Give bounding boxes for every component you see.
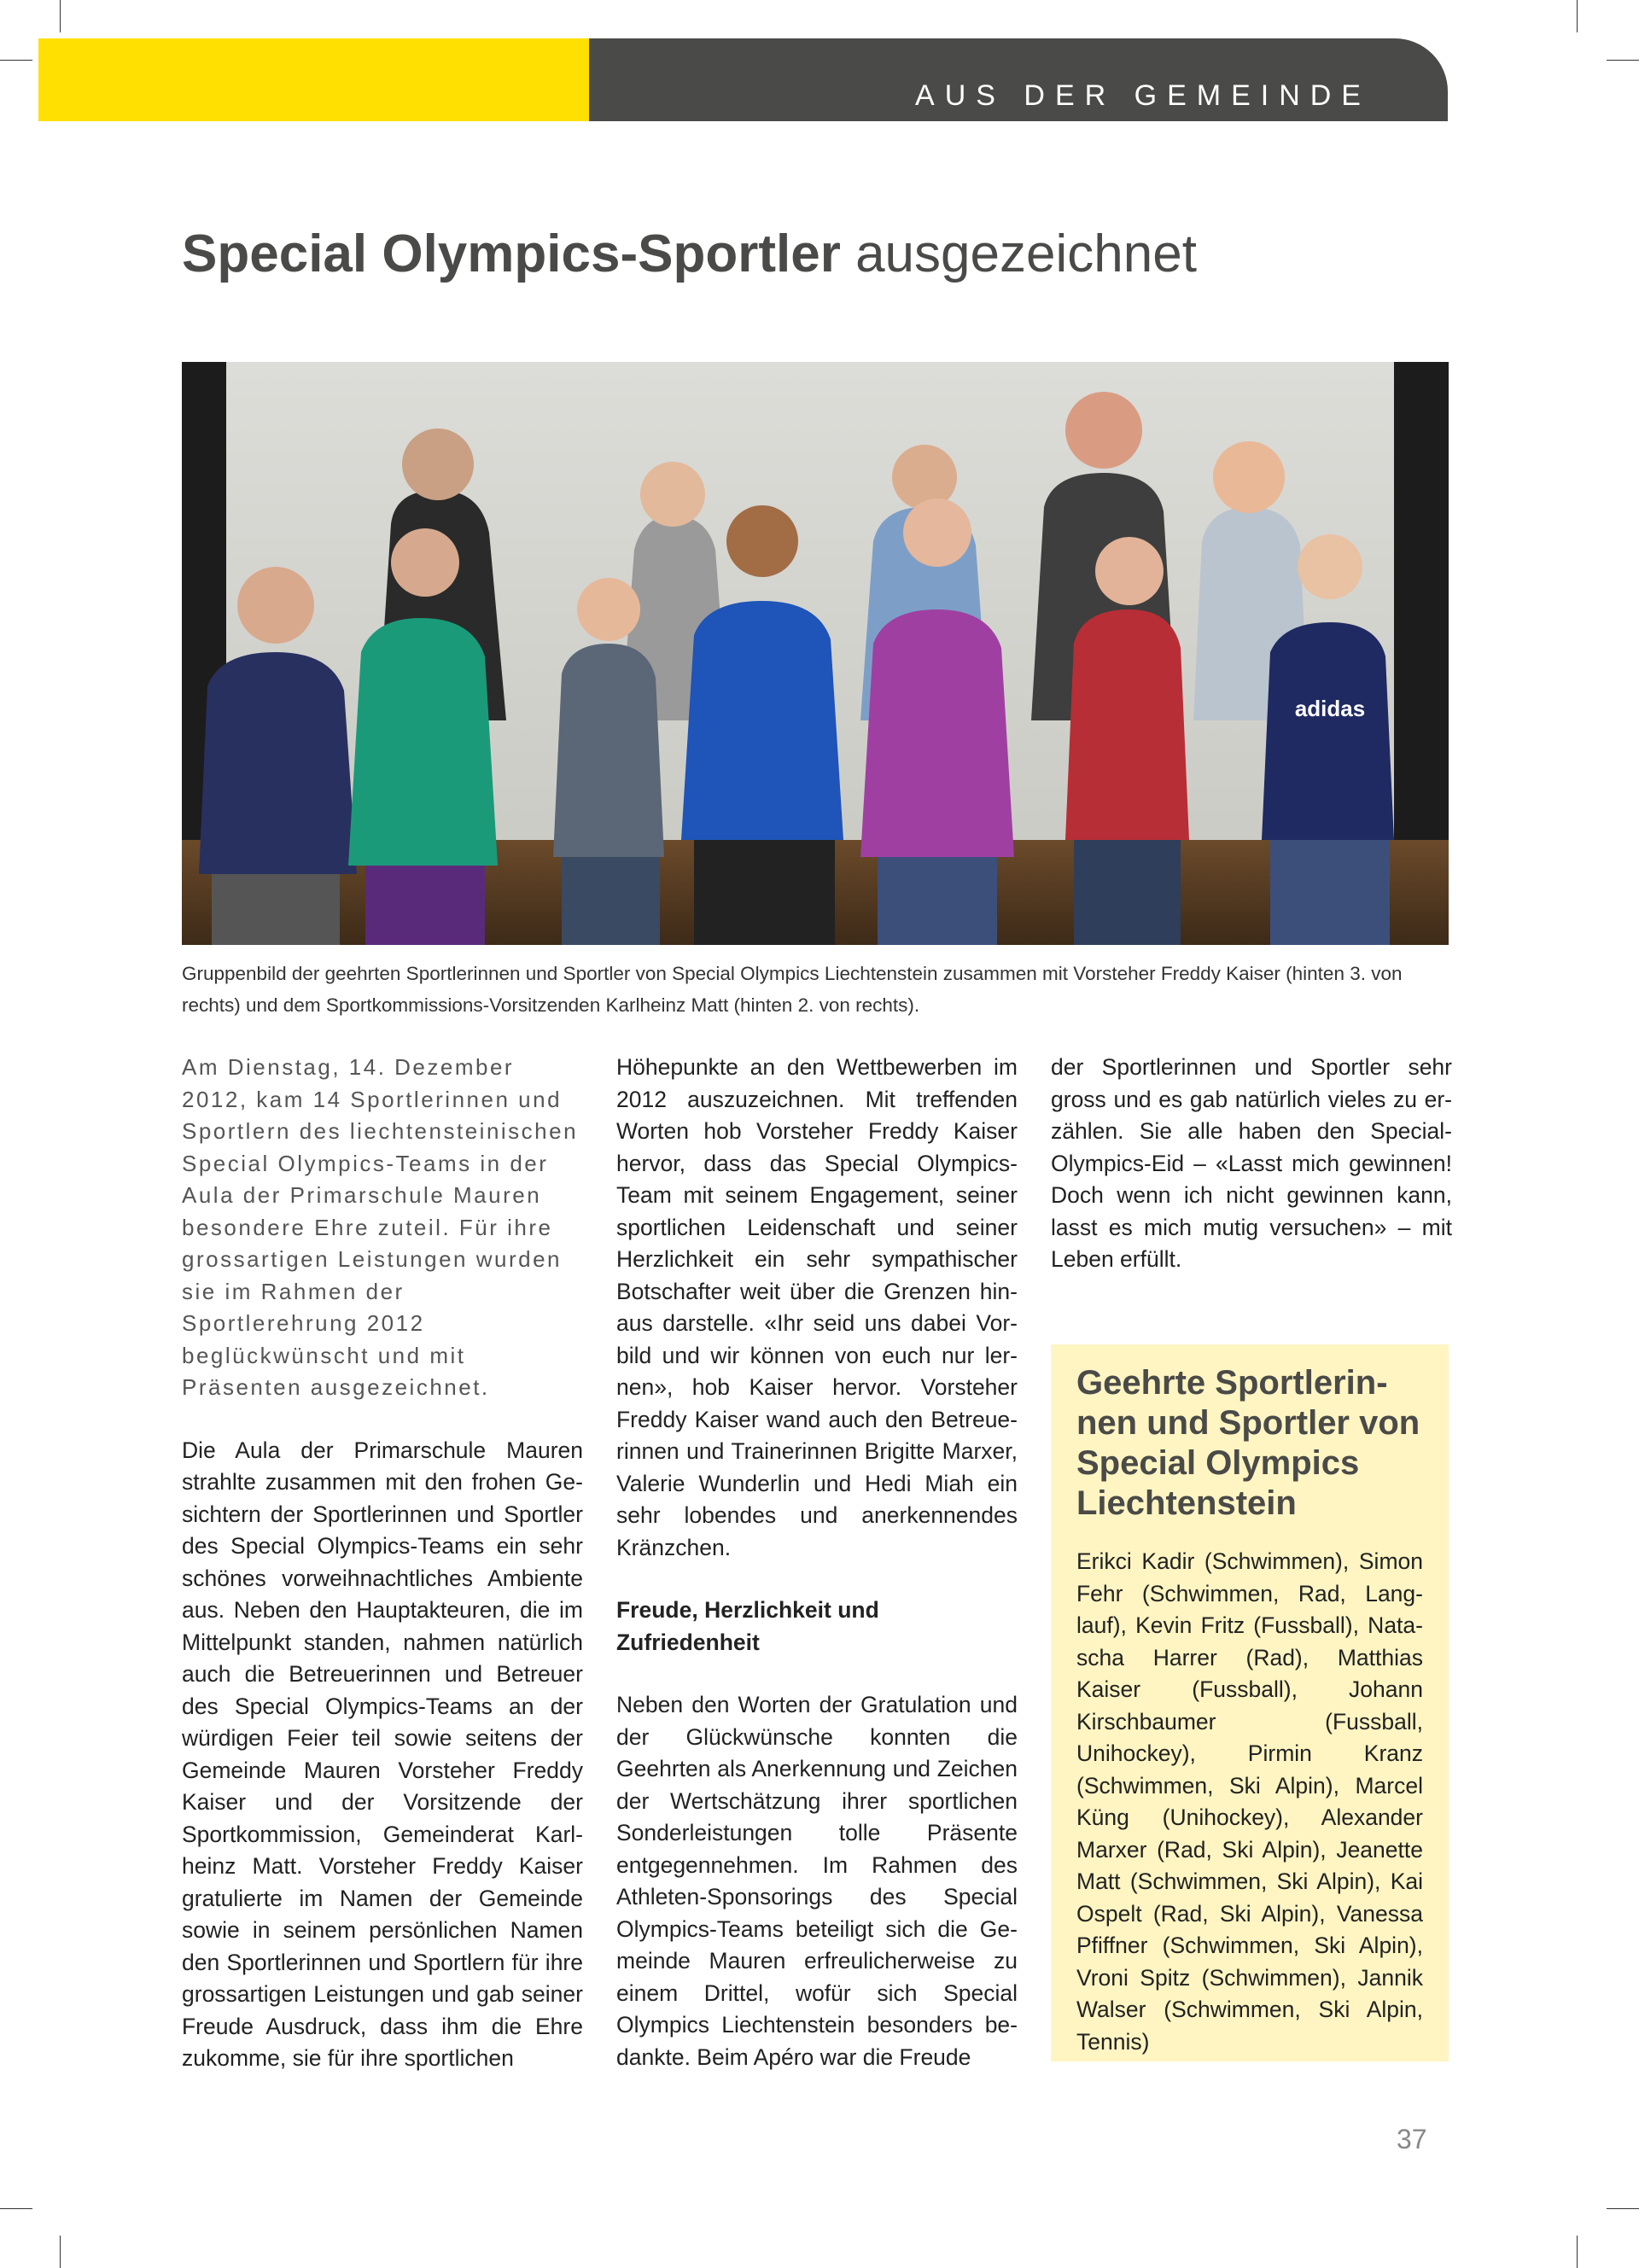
header-accent-bar <box>38 38 589 121</box>
crop-mark <box>60 2236 61 2268</box>
honorees-list: Erikci Kadir (Schwimmen), Simon Fehr (Schwimmen, Rad, Langlauf), Kevin Fritz (Fussball), Natascha Harrer (Rad), Matthias Kaiser (Fussball), Johann Kirschbaumer (Fussball, Unihockey), Pirmin Kranz (Schwimmen, Ski Alpin), Marcel Küng (Unihockey), Alexander Marxer (Rad, Ski Alpin), Jeanette Matt (Schwimmen, Ski Alpin), Kai Ospelt (Rad, Ski Alpin), Vanessa Pfiffner (Schwimmen, Ski Alpin), Vroni Spitz (Schwimmen), Jannik Walser (Schwimmen, Ski Alpin, Tennis) <box>1076 1548 1423 2055</box>
section-subheading: Freude, Herzlichkeit und Zufriedenheit <box>616 1597 879 1655</box>
page-number: 37 <box>1397 2124 1427 2154</box>
article-title-light: ausgezeichnet <box>855 224 1197 283</box>
crop-mark <box>60 0 61 32</box>
header-bar <box>589 38 1448 121</box>
body-paragraph: Höhepunkte an den Wettbewerben im 2012 auszuzeichnen. Mit treffenden Worten hob Vorsteher Freddy Kaiser hervor, dass das Special Olympics-Team mit seinem Engagement, seiner sportlichen Leidenschaft und seiner Herzlichkeit ein sehr sympathischer Botschafter weit über die Grenzen hinaus darstelle. «Ihr seid uns dabei Vorbild und wir können von euch nur lernen», hob Kaiser hervor. Vorsteher Freddy Kaiser wand auch den Betreuerinnen und Trainerinnen Brigitte Marxer, Valerie Wunderlin und Hedi Miah ein sehr lobendes und anerkennendes Kränzchen. <box>616 1054 1018 1560</box>
column-2 <box>616 1052 1018 2104</box>
column-1 <box>182 1052 583 2106</box>
crop-mark <box>0 60 32 61</box>
body-paragraph: Die Aula der Primarschule Mauren strahlte zusammen mit den frohen Gesichtern der Sportlerinnen und Sportler des Special Olympics-Teams ein sehr schönes vorweihnachtliches Ambiente aus. Neben den Hauptakteuren, die im Mittelpunkt standen, nahmen natürlich auch die Betreuerinnen und Betreuer des Special Olympics-Teams an der würdigen Feier teil sowie seitens der Gemeinde Mauren Vorsteher Freddy Kaiser und der Vorsitzende der Sportkommission, Gemeinderat Karlheinz Matt. Vorsteher Freddy Kaiser gratulierte im Namen der Gemeinde sowie in seinem persönlichen Namen den Sportlerinnen und Sportlern für ihre grossartigen Leistungen und gab seiner Freude Ausdruck, dass ihm die Ehre zukomme, sie für ihre sportlichen <box>182 1437 583 2071</box>
crop-mark <box>0 2208 32 2209</box>
photo-caption: Gruppenbild der geehrten Sportlerinnen und Sportler von Special Olympics Liechtenstein zusammen mit Vorsteher Freddy Kaiser (hinten 3. von rechts) und dem Sportkommissions-Vorsitzenden Karlheinz Matt (hinten 2. von rechts). <box>182 963 1403 1016</box>
crop-mark <box>1607 2208 1639 2209</box>
honorees-box <box>1051 1344 1449 2061</box>
body-paragraph: der Sportlerinnen und Sportler sehr gross und es gab natürlich vieles zu erzählen. Sie alle haben den Special-Olympics-Eid – «Lasst mich gewinnen! Doch wenn ich nicht gewinnen kann, lasst es mich mutig versuchen» – mit Leben erfüllt. <box>1051 1054 1452 1272</box>
body-paragraph: Neben den Worten der Gratulation und der Glückwünsche konnten die Geehrten als Anerkennung und Zeichen der Wertschätzung ihrer sportlichen Sonderleistungen tolle Präsente entgegennehmen. Im Rahmen des Athleten-Sponsorings des Special Olympics-Teams beteiligt sich die Gemeinde Mauren erfreulicherweise zu einem Drittel, wofür sich Special Olympics Liechtenstein besonders bedankte. Beim Apéro war die Freude <box>616 1692 1018 2070</box>
honorees-title: Geehrte Sportlerinnen und Sportler von Special Olympics Liechtenstein <box>1076 1364 1420 1522</box>
section-label: AUS DER GEMEINDE <box>915 79 1371 112</box>
lead-paragraph: Am Dienstag, 14. Dezember 2012, kam 14 Sportlerinnen und Sportlern des liechtensteinischen Special Olympics-Teams in der Aula der Primarschule Mauren besondere Ehre zuteil. Für ihre grossartigen Leistungen wurden sie im Rahmen der Sportlerehrung 2012 beglückwünscht und mit Präsenten ausgezeichnet. <box>182 1054 579 1400</box>
crop-mark <box>1577 2236 1578 2268</box>
sweater-logo: adidas <box>1294 696 1366 721</box>
column-3 <box>1051 1052 1452 1307</box>
crop-mark <box>1577 0 1578 32</box>
group-photo <box>182 362 1449 945</box>
crop-mark <box>1607 60 1639 61</box>
article-title-bold: Special Olympics-Sportler <box>182 224 841 283</box>
article-title <box>182 224 1197 284</box>
